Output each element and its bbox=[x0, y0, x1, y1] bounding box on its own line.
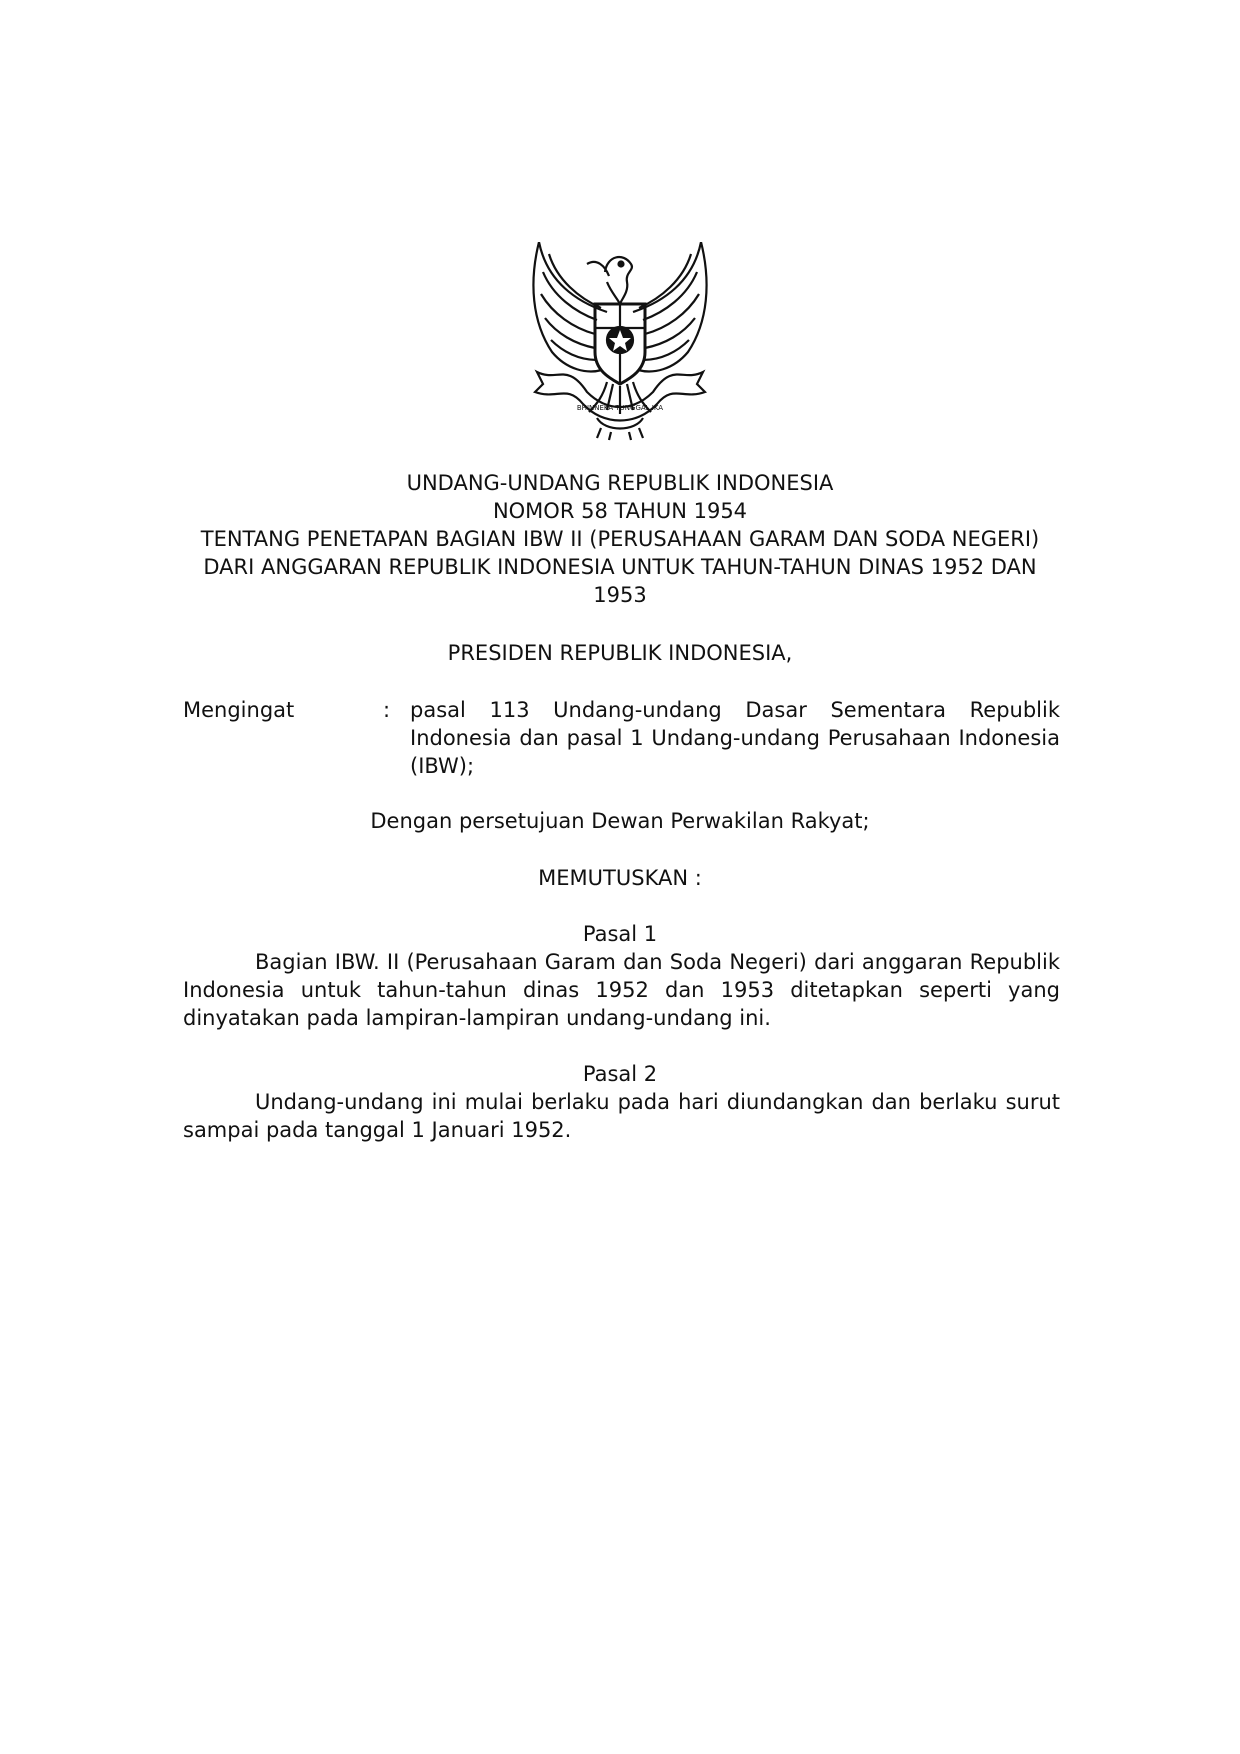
consent-line: Dengan persetujuan Dewan Perwakilan Rakyat; bbox=[370, 809, 870, 833]
heading-line-2: NOMOR 58 TAHUN 1954 bbox=[492, 499, 748, 523]
pasal-1-text: Bagian IBW. II (Perusahaan Garam dan Soda Negeri) dari anggaran Republik Indonesia untuk tahun-tahun dinas 1952 dan 1953 ditetapkan seperti yang dinyatakan pada lampiran-lampiran undang-undang ini. bbox=[183, 950, 1060, 1030]
mengingat-label: Mengingat bbox=[183, 698, 295, 722]
svg-text:BHINNEKA TUNGGAL IKA: BHINNEKA TUNGGAL IKA bbox=[576, 404, 664, 412]
heading-line-1: UNDANG-UNDANG REPUBLIK INDONESIA bbox=[406, 471, 834, 495]
pasal-2-title: Pasal 2 bbox=[582, 1062, 658, 1086]
pasal-2-text: Undang-undang ini mulai berlaku pada hari diundangkan dan berlaku surut sampai pada tanggal 1 Januari 1952. bbox=[183, 1090, 1060, 1142]
mengingat-text: pasal 113 Undang-undang Dasar Sementara Republik Indonesia dan pasal 1 Undang-undang Perusahaan Indonesia (IBW); bbox=[410, 698, 1060, 778]
heading-line-3: TENTANG PENETAPAN BAGIAN IBW II (PERUSAHAAN GARAM DAN SODA NEGERI) bbox=[200, 527, 1040, 551]
pasal-1-title: Pasal 1 bbox=[582, 922, 658, 946]
document-heading bbox=[150, 469, 1090, 609]
garuda-emblem-icon bbox=[527, 242, 713, 442]
mengingat-colon: : bbox=[383, 698, 391, 722]
president-line: PRESIDEN REPUBLIK INDONESIA, bbox=[447, 641, 793, 665]
heading-line-4: DARI ANGGARAN REPUBLIK INDONESIA UNTUK TAHUN-TAHUN DINAS 1952 DAN bbox=[203, 555, 1037, 579]
heading-line-5: 1953 bbox=[593, 583, 647, 607]
decide-line: MEMUTUSKAN : bbox=[538, 866, 702, 890]
